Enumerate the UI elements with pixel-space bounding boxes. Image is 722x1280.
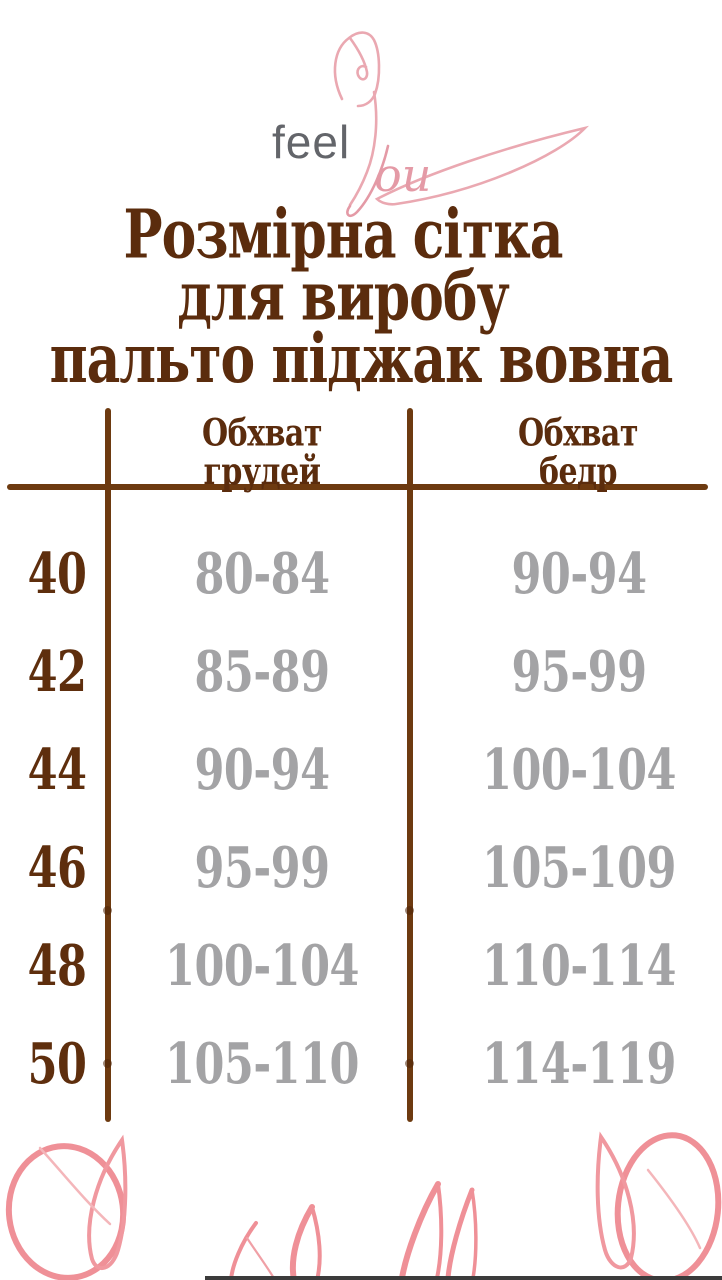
hips-value-cell: 110-114 (482, 934, 676, 1000)
hips-value-cell: 114-119 (482, 1032, 676, 1098)
chest-value-cell: 100-104 (165, 934, 359, 1000)
table-row (0, 1016, 722, 1114)
col-header-hips (428, 411, 722, 494)
bottom-tulip-sketches (0, 1120, 722, 1280)
table-row (0, 918, 722, 1016)
col-header-chest-line-2: грудей (203, 450, 321, 494)
table-row (0, 624, 722, 722)
tulip-logo-icon (335, 33, 585, 216)
page-title-line-3: пальто піджак вовна (49, 319, 673, 399)
hips-value-cell: 95-99 (511, 640, 647, 706)
brand-script: ou (374, 148, 432, 202)
bottom-edge-strip (205, 1276, 722, 1280)
hips-value-cell: 105-109 (482, 836, 676, 902)
size-cell: 48 (27, 934, 87, 1000)
table-row (0, 526, 722, 624)
hips-value-cell: 90-94 (511, 542, 647, 608)
brand-word: feel (272, 116, 351, 168)
page-title-line-2: для виробу (177, 257, 509, 337)
col-header-chest (112, 411, 412, 494)
col-header-chest-line-1: Обхват (202, 411, 322, 456)
petal-sketch-icon (293, 1207, 320, 1280)
page-title (0, 194, 722, 399)
page-title-line-1: Розмірна сітка (123, 194, 563, 275)
hips-value-cell: 100-104 (482, 738, 676, 804)
col-header-hips-line-1: Обхват (518, 411, 638, 456)
chest-value-cell: 90-94 (194, 738, 330, 804)
chest-value-cell: 95-99 (194, 836, 330, 902)
table-row (0, 722, 722, 820)
size-cell: 46 (27, 836, 87, 902)
col-header-hips-line-2: бедр (538, 450, 618, 494)
size-cell: 40 (27, 542, 87, 608)
leaf-sketch-icon (231, 1223, 275, 1280)
double-petal-sketch-icon (402, 1184, 476, 1278)
size-cell: 44 (27, 738, 87, 804)
chest-value-cell: 80-84 (194, 542, 330, 608)
tulip-sketch-right-icon (598, 1130, 722, 1280)
size-cell: 42 (27, 640, 87, 706)
table-row (0, 820, 722, 918)
chest-value-cell: 85-89 (194, 640, 330, 706)
size-cell: 50 (27, 1032, 87, 1098)
tulip-sketch-left-icon (1, 1140, 130, 1280)
chest-value-cell: 105-110 (165, 1032, 359, 1098)
